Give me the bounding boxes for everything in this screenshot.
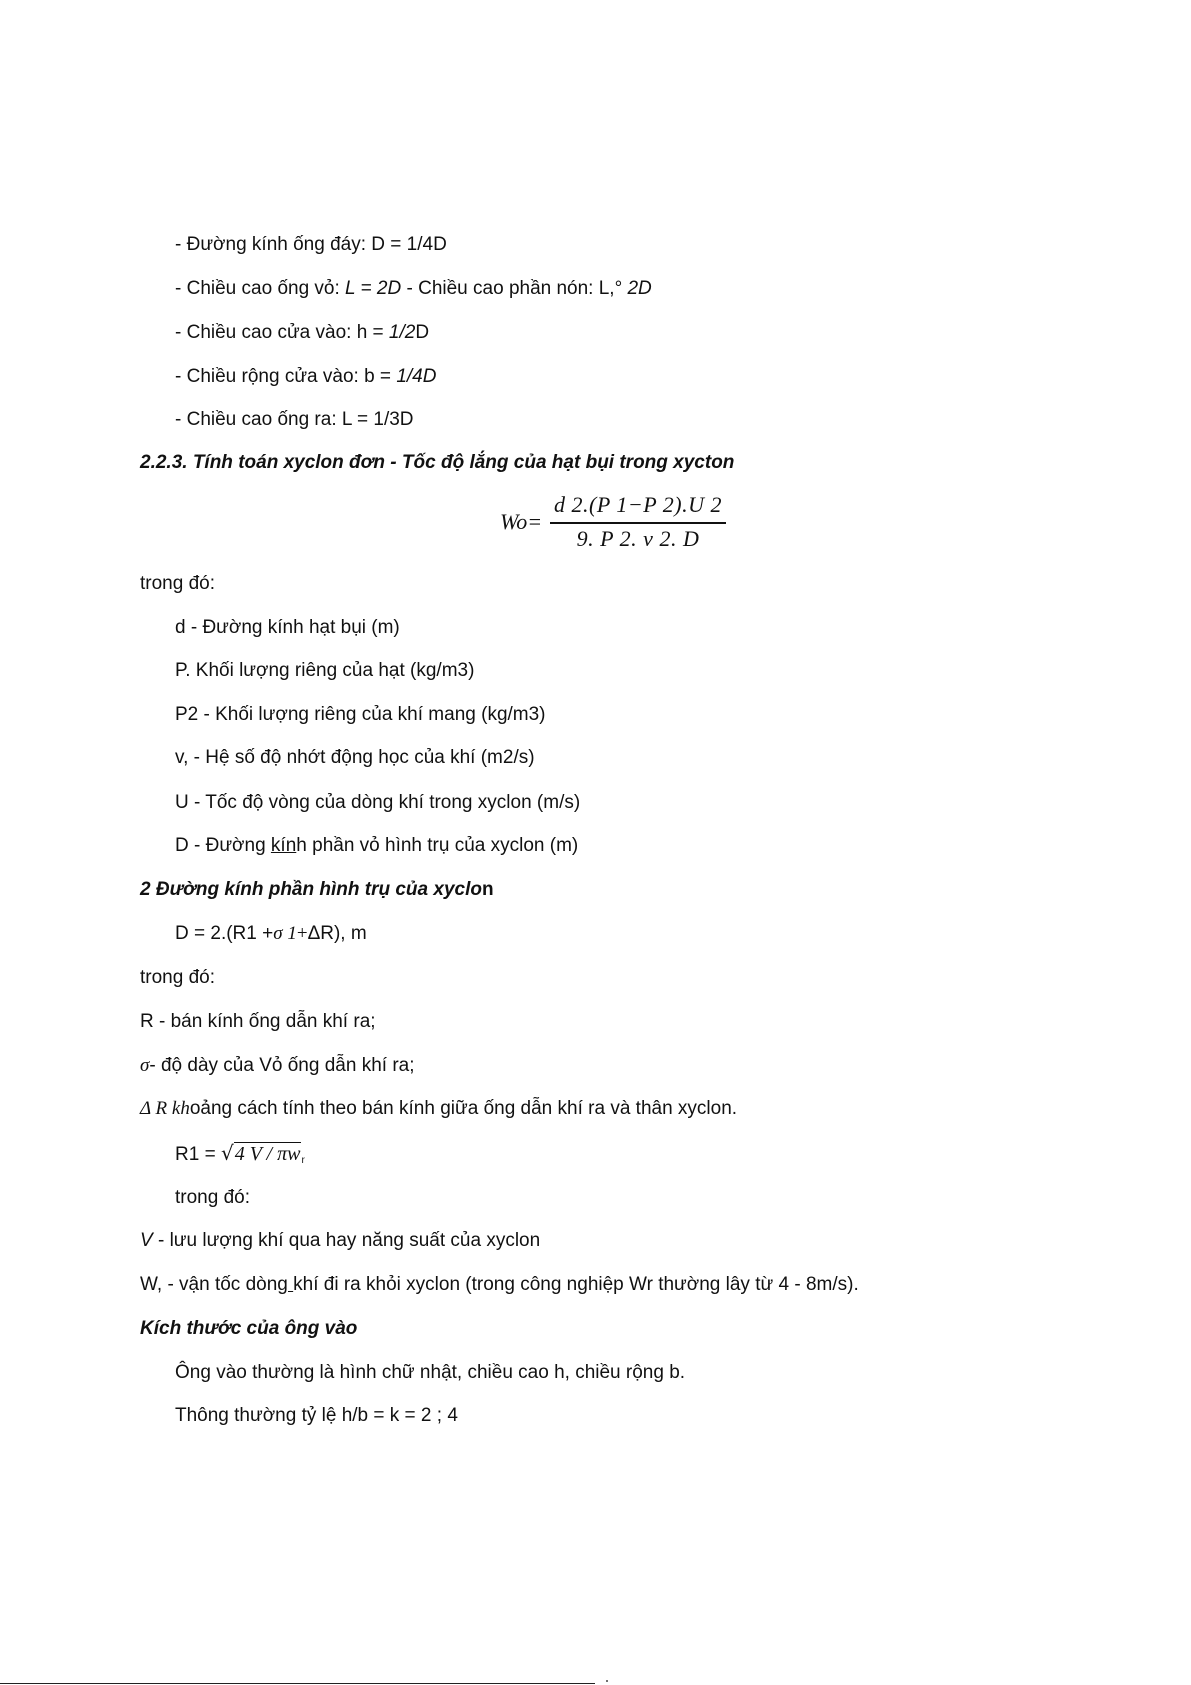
spec-shell-height [175, 277, 652, 301]
section-2-heading-text: 2 Đường kính phần hình trụ của xyclo [140, 879, 482, 900]
eq-sigma: σ 1 [273, 923, 297, 944]
definition-item: d - Đường kính hạt bụi (m) [175, 617, 400, 638]
definition-item: U - Tốc độ vòng của dòng khí trong xyclon (m/s) [175, 792, 581, 813]
radical-icon: √ [220, 1141, 234, 1165]
spec-cone-height-value: 2D [627, 278, 652, 299]
spec-shell-height-value: L = 2D [345, 278, 402, 299]
spec-inlet-height-ratio: 1/2 [388, 322, 416, 343]
v-text: - lưu lượng khí qua hay năng suất của xyclon [152, 1230, 541, 1251]
spec-shell-height-label: - Chiều cao ống vỏ: [175, 278, 346, 299]
def-d-prefix: D - Đường [175, 835, 271, 856]
diameter-equation [175, 922, 367, 946]
eq-part-1: D = 2.(R1 + [175, 923, 274, 944]
def-d-underlined: kín [270, 835, 297, 856]
inlet-line-2: Thông thường tỷ lệ h/b = k = 2 ; 4 [175, 1405, 458, 1426]
definition-item-diameter [175, 834, 578, 858]
delta-r-definition [140, 1097, 737, 1121]
eq-part-2: ΔR), m [307, 923, 367, 944]
formula-denominator: 9. P 2. v 2. D [576, 526, 700, 551]
section-2-heading-end: n [481, 879, 494, 900]
spec-bottom-pipe: - Đường kính ống đáy: D = 1/4D [175, 234, 447, 255]
w-text-2: khí đi ra khỏi xyclon (trong công nghiệp Wr thường lây từ 4 - 8m/s). [293, 1274, 859, 1295]
sigma-definition [140, 1054, 415, 1078]
spec-inlet-width-label: - Chiều rộng cửa vào: b = [175, 366, 397, 387]
spec-outlet-height: - Chiều cao ống ra: L = 1/3D [175, 409, 414, 430]
eq-plus: + [296, 923, 308, 944]
definition-item: P2 - Khối lượng riêng của khí mang (kg/m3) [175, 704, 546, 725]
section-223-heading: 2.2.3. Tính toán xyclon đơn - Tốc độ lắng của hạt bụi trong xycton [140, 452, 735, 473]
spec-inlet-width-value: 1/4D [396, 366, 437, 387]
v-definition [140, 1229, 540, 1253]
w-definition [140, 1273, 859, 1297]
where-label-2: trong đó: [140, 967, 215, 988]
definition-item: v, - Hệ số độ nhớt động học của khí (m2/s) [175, 747, 535, 768]
definition-item: P. Khối lượng riêng của hạt (kg/m3) [175, 660, 475, 681]
sigma-text: - độ dày của Vỏ ống dẫn khí ra; [149, 1055, 415, 1076]
spec-inlet-height-unit: D [415, 322, 430, 343]
footer-rule [0, 1683, 595, 1684]
r1-equation [175, 1141, 305, 1173]
fraction-bar [550, 522, 726, 524]
w-text-underlined: g [277, 1274, 294, 1295]
def-d-suffix: h phần vỏ hình trụ của xyclon (m) [296, 835, 579, 856]
w-text-1: W, - vận tốc dòn [140, 1274, 278, 1295]
delta-r-text: oảng cách tính theo bán kính giữa ống dẫn khí ra và thân xyclon. [189, 1098, 738, 1119]
delta-r-symbol: Δ R kh [140, 1098, 190, 1119]
inlet-heading: Kích thước của ông vào [140, 1318, 358, 1339]
where-label-1: trong đó: [140, 573, 215, 594]
formula-numerator: d 2.(P 1−P 2).U 2 [554, 492, 722, 517]
section-2-heading [140, 878, 494, 902]
formula-lhs: Wo= [500, 509, 543, 534]
footer-mark [606, 1680, 608, 1682]
v-symbol: V [140, 1230, 153, 1251]
sqrt-radicand: 4 V / πw [234, 1143, 301, 1165]
r1-label: R1 = [175, 1144, 221, 1165]
r-definition: R - bán kính ống dẫn khí ra; [140, 1011, 376, 1032]
spec-inlet-width [175, 365, 436, 389]
sqrt-subscript: r [301, 1155, 305, 1166]
inlet-line-1: Ông vào thường là hình chữ nhật, chiều cao h, chiều rộng b. [175, 1362, 686, 1383]
spec-inlet-height-label: - Chiều cao cửa vào: h = [175, 322, 389, 343]
where-label-3: trong đó: [175, 1187, 250, 1208]
sqrt-expression [221, 1141, 305, 1173]
spec-cone-height-label: - Chiều cao phần nón: L,° [401, 278, 628, 299]
sigma-symbol: σ [140, 1055, 150, 1076]
spec-inlet-height [175, 321, 429, 345]
